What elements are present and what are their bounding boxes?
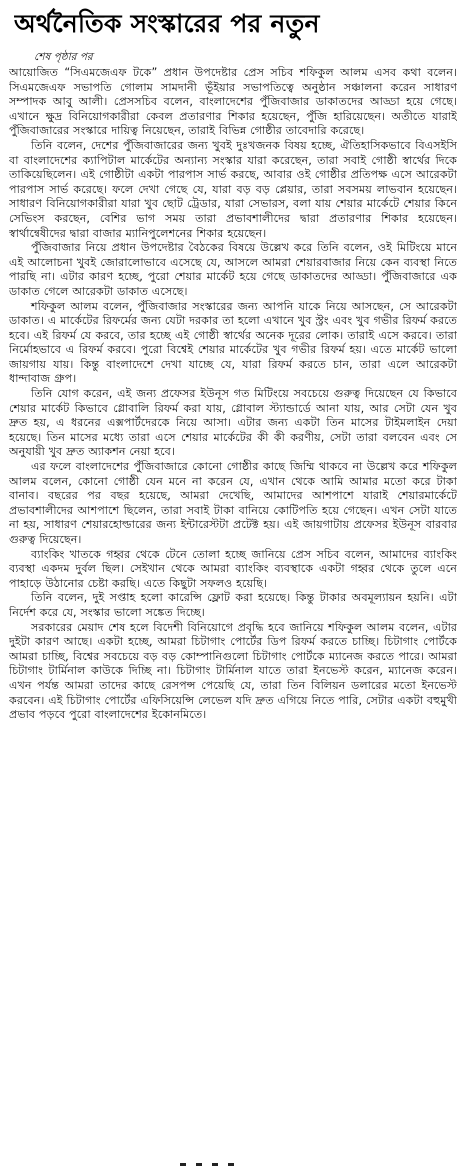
article-paragraph: তিনি বলেন, দুই সপ্তাহ হলো কারেন্সি ফ্লোট করা হয়েছে। কিন্তু টাকার অবমূল্যায়ন হয়নি। এটা নির্দেশ করে যে, সংস্কার ভালো সঙ্কেত দিচ্ছে। <box>9 591 457 619</box>
cut-off-next-headline-fragment <box>180 1158 300 1166</box>
article-paragraph: ব্যাংকিং খাতকে গহ্বর থেকে টেনে তোলা হচ্ছে জানিয়ে প্রেস সচিব বলেন, আমাদের ব্যাংকিং ব্যবস্থা একদম দুর্বল ছিল। সেইখান থেকে আমরা ব্যাংকিং ব্যবস্থাকে একটা গহ্বর থেকে তুলে এনে পাহাড়ে উঠানোর চেষ্টা করছি। এতে কিছুটা সফলও হয়েছি। <box>9 547 457 590</box>
article-paragraph: শফিকুল আলম বলেন, পুঁজিবাজার সংস্কারের জন্য আপনি যাকে নিয়ে আসছেন, সে আরেকটা ডাকাত। এ মার্কেটের রিফর্মের জন্য যেটা দরকার তা হলো এখানে খুব স্ট্রং এবং খুব গভীর রিফর্ম করতে হবে। এই রিফর্ম যে করবে, তার হচ্ছে এই গোষ্ঠী স্বার্থের অনেক দূরের লোক। তারাই এসে করবে। তারা নির্মোহভাবে এ রিফর্ম করবে। পুরো বিশ্বেই শেয়ার মার্কেটের খুব গভীর রিফর্ম হয়। এতে মার্কেট ভালো জায়গায় যায়। কিন্তু বাংলাদেশে দেখা যাচ্ছে যে, যারা রিফর্ম করতে চান, তারা এলে আরেকটা ধান্দাবাজ গ্রুপ। <box>9 299 457 386</box>
article-paragraph: আয়োজিত “সিএমজেএফ টকে” প্রধান উপদেষ্টার প্রেস সচিব শফিকুল আলম এসব কথা বলেন। সিএমজেএফ সভাপতি গোলাম সামদানী ভূঁইয়ার সভাপতিত্বে অনুষ্ঠান সঞ্চালনা করেন সাধারণ সম্পাদক আবু আলী। প্রেসসচিব বলেন, বাংলাদেশের পুঁজিবাজার ডাকাতদের আড্ডা হয়ে গেছে। এখানে ক্ষুদ্র বিনিয়োগকারীরা কেবল প্রতারণার শিকার হয়েছেন, পুঁজি হারিয়েছেন। অতীতে যারাই পুঁজিবাজারের সংস্কারে দায়িত্ব নিয়েছেন, তারাই বিভিন্ন গোষ্ঠীর তাবেদারি করেছে। <box>9 66 457 138</box>
article-paragraph: তিনি বলেন, দেশের পুঁজিবাজারের জন্য খুবই দুঃখজনক বিষয় হচ্ছে, ঐতিহাসিকভাবে বিএসইসি বা বাংলাদেশের ক্যাপিটাল মার্কেটের অন্যান্য সংস্কার যারা করেছেন, তারা সবাই গোষ্ঠী স্বার্থের দিকে তাকিয়েছিলেন। এই গোষ্ঠীটা একটা পারপাস সার্ভ করছে, আবার ওই গোষ্ঠীর প্রতিপক্ষ এসে আরেকটা পারপাস সার্ভ করেছে। ফলে দেখা গেছে যে, যারা বড় বড় প্লেয়ার, তারা সবসময় লাভবান হয়েছেন। সাধারণ বিনিয়োগকারীরা যারা খুব ছোট ট্রেডার, যারা সেভারস, বলা যায় শেয়ার মার্কেটে শেয়ার কিনে সেভিংস করছেন, বেশির ভাগ সময় তারা প্রভাবশালীদের দ্বারা প্রতারণার শিকার হয়েছেন। স্বার্থান্বেষীদের দ্বারা বাজার ম্যানিপুলেশনের শিকার হয়েছেন। <box>9 138 457 240</box>
article-body <box>9 66 457 1156</box>
article-paragraph: পুঁজিবাজার নিয়ে প্রধান উপদেষ্টার বৈঠকের বিষয়ে উল্লেখ করে তিনি বলেন, ওই মিটিংয়ে মানে এই আলোচনা খুবই জোরালোভাবে এসেছে যে, আসলে আমরা শেয়ারবাজার নিয়ে কেন ব্যবস্থা নিতে পারছি না। এটার কারণ হচ্ছে, পুরো শেয়ার মার্কেট হয়ে গেছে ডাকাতদের আড্ডা। পুঁজিবাজারে এক ডাকাত গেলে আরেকটা ডাকাত এসেছে। <box>9 241 457 298</box>
continued-from-label: শেষ পৃষ্ঠার পর <box>34 51 93 63</box>
article-paragraph: এর ফলে বাংলাদেশের পুঁজিবাজারে কোনো গোষ্ঠীর কাছে জিম্মি থাকবে না উল্লেখ করে শফিকুল আলম বলেন, কোনো গোষ্ঠী যেন মনে না করেন যে, এখান থেকে আমি আমার মতো করে টাকা বানাব। বছরের পর বছর হয়েছে, আমরা দেখেছি, আমাদের আশপাশে যারাই শেয়ারমার্কেটে প্রভাবশালীদের আশপাশে ছিলেন, তারা সবাই টাকা বানিয়ে কোটিপতি হয়ে গেছেন। এখন সেটা যাতে না হয়, সাধারণ শেয়ারহোল্ডারের জন্য ইন্টারেস্টটা প্রটেক্ট হয়। এই জায়গাটায় প্রফেসর ইউনূস বারবার গুরুত্ব দিয়েছেন। <box>9 460 457 546</box>
article-paragraph: সরকারের মেয়াদ শেষ হলে বিদেশী বিনিয়োগে প্রবৃদ্ধি হবে জানিয়ে শফিকুল আলম বলেন, এটার দুইটা কারণ আছে। একটা হচ্ছে, আমরা চিটাগাং পোর্টের ডিপ রিফর্ম করতে চাচ্ছি। চিটাগাং পোর্টকে আমরা চাচ্ছি, বিশ্বের সবচেয়ে বড় বড় কোম্পানিগুলো চিটাগাং পোর্টকে ম্যানেজ করতে পারে। আমরা চিটাগাং টার্মিনাল কাউকে দিচ্ছি না। চিটাগাং টার্মিনাল যাতে তারা ইনভেস্ট করেন, ম্যানেজ করেন। এখন পর্যন্ত আমরা তাদের কাছে রেসপন্স পেয়েছি যে, তারা তিন বিলিয়ন ডলারের মতো ইনভেস্ট করবেন। এই চিটাগাং পোর্টের এফিসিয়েন্সি লেভেল যদি দ্রুত এগিয়ে নিতে পারি, সেটার একটা বহুমুখী প্রভাব পড়বে পুরো বাংলাদেশের ইকোনমিতে। <box>9 620 457 722</box>
article-paragraph: তিনি যোগ করেন, এই জন্য প্রফেসর ইউনূস গত মিটিংয়ে সবচেয়ে গুরুত্ব দিয়েছেন যে কিভাবে শেয়ার মার্কেট কিভাবে গ্লোবালি রিফর্ম করা যায়, গ্লোবাল স্ট্যান্ডার্ডে আনা যায়, আর সেটা যেন খুব দ্রুত হয়, এ ধরনের এক্সপার্টদেরকে নিয়ে আসা। এটার জন্য একটা তিন মাসের টাইমলাইন দেয়া হয়েছে। তিন মাসের মধ্যে তারা এসে শেয়ার মার্কেটের কী কী করণীয়, সেটা তারা বলবেন এবং সে অনুযায়ী খুব দ্রুত অ্যাকশন নেয়া হবে। <box>9 387 457 459</box>
article-headline: অর্থনৈতিক সংস্কারের পর নতুন <box>14 9 320 38</box>
